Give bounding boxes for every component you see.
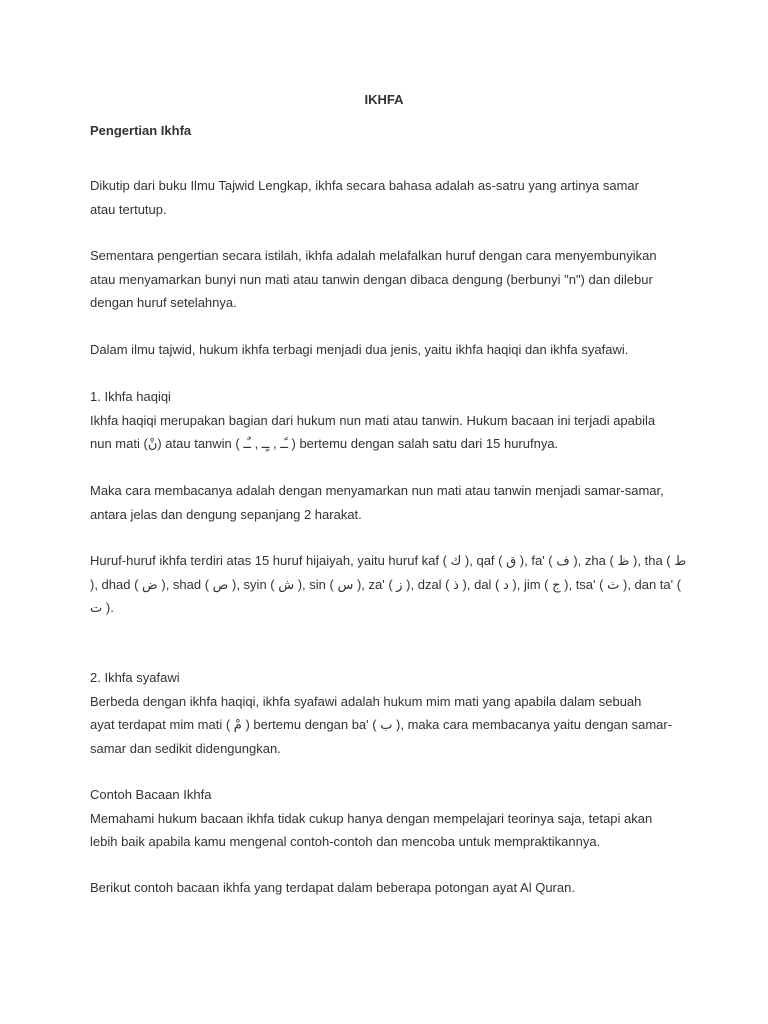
text-line: nun mati (نْ) atau tanwin ( ـًـ , ـٍـ , ـٌـ ) bertemu dengan salah satu dari 15 hurufnya. (90, 436, 559, 451)
paragraph-definition-istilah (90, 244, 690, 315)
section-title: 1. Ikhfa haqiqi (90, 389, 171, 404)
document-title: IKHFA (364, 92, 404, 107)
section-heading-pengertian: Pengertian Ikhfa (90, 123, 192, 138)
paragraph-huruf-ikhfa (90, 549, 690, 620)
paragraph-definition-bahasa (90, 174, 690, 221)
text-line: Dikutip dari buku Ilmu Tajwid Lengkap, ikhfa secara bahasa adalah as-satru yang artinya samar (90, 178, 639, 193)
text-line: Berbeda dengan ikhfa haqiqi, ikhfa syafawi adalah hukum mim mati yang apabila dalam sebuah (90, 693, 642, 709)
text-line: Dalam ilmu tajwid, hukum ikhfa terbagi menjadi dua jenis, yaitu ikhfa haqiqi dan ikhfa syafawi. (90, 342, 629, 357)
text-line: ), dhad ( ض ), shad ( ص ), syin ( ش ), sin ( س ), za' ( ز ), dzal ( ذ ), dal ( د ), jim ( ج ), tsa' ( ث ), dan ta' ( (90, 576, 682, 592)
section-contoh-bacaan (90, 783, 690, 854)
text-line: Huruf-huruf ikhfa terdiri atas 15 huruf hijaiyah, yaitu huruf kaf ( ك ), qaf ( ق ), fa' ( ف ), zha ( ظ ), tha ( ط (90, 553, 687, 568)
text-line: Maka cara membacanya adalah dengan menyamarkan nun mati atau tanwin menjadi samar-samar, (90, 483, 664, 498)
text-line: lebih baik apabila kamu mengenal contoh-contoh dan mencoba untuk mempraktikannya. (90, 834, 601, 849)
text-line: atau menyamarkan bunyi nun mati atau tanwin dengan dibaca dengung (berbunyi "n") dan dilebur (90, 271, 653, 287)
text-line: atau tertutup. (90, 201, 167, 217)
paragraph-jenis-ikhfa (90, 338, 690, 362)
text-line: ayat terdapat mim mati ( مْ ) bertemu dengan ba' ( ب ), maka cara membacanya yaitu dengan samar- (90, 717, 673, 732)
section-title: Contoh Bacaan Ikhfa (90, 787, 212, 802)
text-line: Memahami hukum bacaan ikhfa tidak cukup hanya dengan mempelajari teorinya saja, tetapi akan (90, 810, 653, 826)
text-line: antara jelas dan dengung sepanjang 2 harakat. (90, 506, 362, 522)
text-line: samar dan sedikit didengungkan. (90, 740, 281, 756)
text-line: Sementara pengertian secara istilah, ikhfa adalah melafalkan huruf dengan cara menyembunyikan (90, 248, 657, 263)
paragraph-contoh-intro (90, 876, 690, 900)
text-line: dengan huruf setelahnya. (90, 295, 237, 310)
text-line: ت ). (90, 600, 114, 615)
text-line: Berikut contoh bacaan ikhfa yang terdapat dalam beberapa potongan ayat Al Quran. (90, 880, 575, 895)
paragraph-cara-membaca (90, 479, 690, 526)
section-ikhfa-haqiqi (90, 385, 690, 456)
section-title: 2. Ikhfa syafawi (90, 670, 180, 685)
section-ikhfa-syafawi (90, 666, 690, 760)
text-line: Ikhfa haqiqi merupakan bagian dari hukum nun mati atau tanwin. Hukum bacaan ini terjadi apabila (90, 412, 656, 428)
